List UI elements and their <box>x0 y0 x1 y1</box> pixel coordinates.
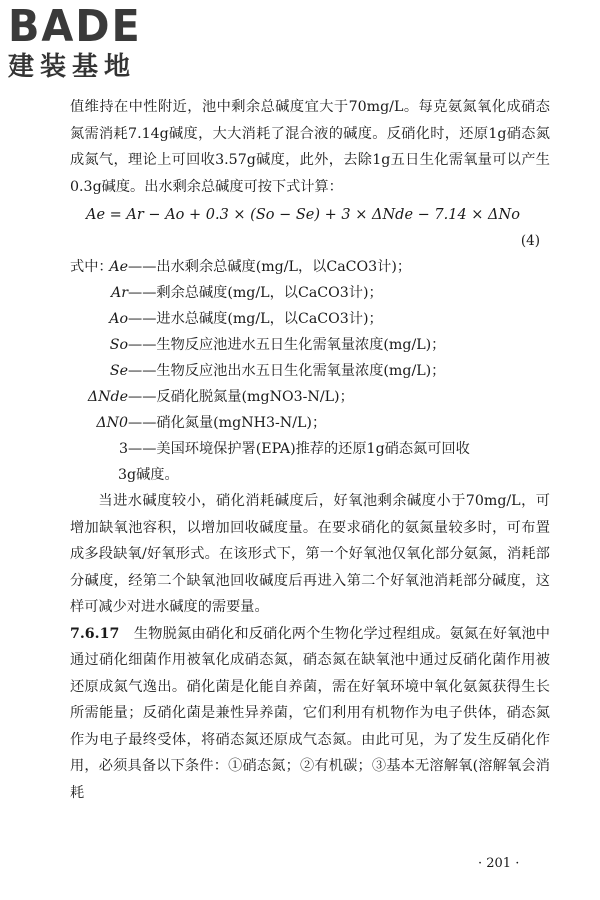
definition-text: ——剩余总碱度(mg/L，以CaCO3计)； <box>128 285 383 301</box>
definition-row <box>70 254 550 280</box>
equation-number: (4) <box>520 233 540 249</box>
definition-text: ——进水总碱度(mg/L，以CaCO3计)； <box>128 311 383 327</box>
section-number: 7.6.17 <box>70 625 120 642</box>
definition-symbol: Ae <box>109 259 128 275</box>
section-text: 生物脱氮由硝化和反硝化两个生物化学过程组成。氨氮在好氧池中通过硝化细菌作用被氧化成硝态氮，硝态氮在缺氧池中通过反硝化菌作用被还原成氮气逸出。硝化菌是化能自养菌，需在好氧环境中氧化氨氮获得生长所需能量；反硝化菌是兼性异养菌，它们利用有机物作为电子供体，硝态氮作为电子最终受体，将硝态氮还原成气态氮。由此可见，为了发生反硝化作用，必须具备以下条件：①硝态氮；②有机碳；③基本无溶解氧(溶解氧会消耗 <box>70 625 550 801</box>
page-body <box>70 94 550 806</box>
definition-row <box>70 358 550 384</box>
definition-symbol: ΔN0 <box>96 415 128 431</box>
definition-text: ——硝化氮量(mgNH3-N/L)； <box>128 415 327 431</box>
brand-logo <box>8 1 188 90</box>
definition-symbol: ΔNde <box>87 389 128 405</box>
definition-text: ——反硝化脱氮量(mgNO3-N/L)； <box>128 389 354 405</box>
definition-text: ——出水剩余总碱度(mg/L，以CaCO3计)； <box>128 259 412 275</box>
paragraph-multistage: 当进水碱度较小，硝化消耗碱度后，好氧池剩余碱度小于70mg/L，可增加缺氧池容积，以增加回收碱度量。在要求硝化的氨氮量较多时，可布置成多段缺氧/好氧形式。在该形式下，第一个好氧池仅氧化部分氨氮，消耗部分碱度，经第二个缺氧池回收碱度后再进入第二个好氧池消耗部分碱度，这样可减少对进水碱度的需要量。 <box>70 493 550 615</box>
definition-text: ——生物反应池出水五日生化需氧量浓度(mg/L)； <box>128 363 446 379</box>
definition-row <box>70 280 550 306</box>
definition-row <box>70 306 550 332</box>
logo-subtitle: 建装基地 <box>8 52 137 82</box>
alkalinity-formula: Ae = Ar − Ao + 0.3 × (So − Se) + 3 × ΔNde − 7.14 × ΔNo <box>86 207 520 223</box>
definitions-lead: 式中： <box>70 259 113 275</box>
definition-symbol: Se <box>109 363 128 379</box>
definition-symbol: Ao <box>109 311 128 327</box>
paragraph-alkalinity: 值维持在中性附近，池中剩余总碱度宜大于70mg/L。每克氨氮氧化成硝态氮需消耗7.14g碱度，大大消耗了混合液的碱度。反硝化时，还原1g硝态氮成氮气，理论上可回收3.57g碱度，此外，去除1g五日生化需氧量可以产生0.3g碱度。出水剩余总碱度可按下式计算： <box>70 99 550 195</box>
variable-definitions <box>70 254 550 488</box>
definition-row <box>70 332 550 358</box>
definition-symbol: Ar <box>110 285 128 301</box>
definition-row <box>70 384 550 410</box>
definition-row <box>70 410 550 436</box>
definition-text: ——生物反应池进水五日生化需氧量浓度(mg/L)； <box>128 337 446 353</box>
paragraph-section-7-6-17 <box>70 621 550 807</box>
definition-row <box>70 436 550 462</box>
definition-symbol: So <box>109 337 128 353</box>
definition-continuation: 3g碱度。 <box>118 467 179 483</box>
page-number: · 201 · <box>478 856 520 871</box>
definition-symbol: 3 <box>118 441 128 457</box>
definition-text: ——美国环境保护署(EPA)推荐的还原1g硝态氮可回收 <box>128 441 470 457</box>
logo-wordmark: BADE <box>8 1 142 52</box>
